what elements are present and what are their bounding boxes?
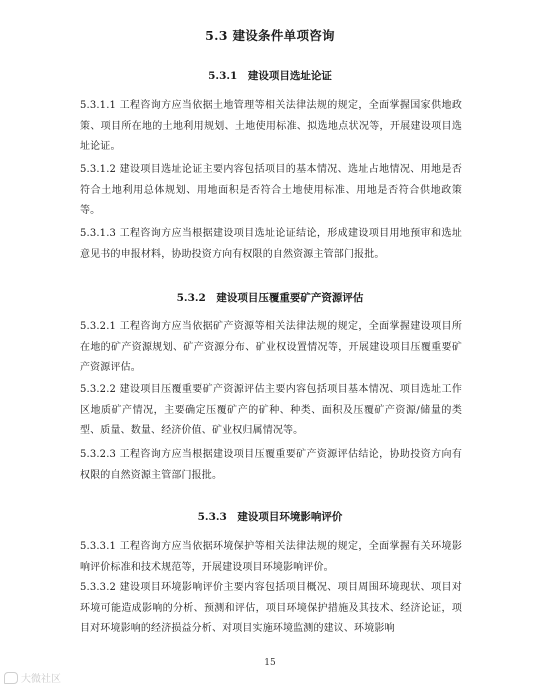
paragraph-5-3-1-1: 5.3.1.1 工程咨询方应当依据土地管理等相关法律法规的规定，全面掌握国家供地政策、项目所在地的土地利用规划、土地使用标准、拟选地点状况等，开展建设项目选址论证。 (80, 100, 462, 152)
paragraph-5-3-2-2: 5.3.2.2 建设项目压覆重要矿产资源评估主要内容包括项目基本情况、项目选址工作区地质矿产情况，主要确定压覆矿产的矿种、种类、面积及压覆矿产资源/储量的类型、质量、数量、经济价值、矿业权归属情况等。 (80, 384, 462, 436)
paragraph-5-3-1-3: 5.3.1.3 工程咨询方应当根据建设项目选址论证结论，形成建设项目用地预审和选址意见书的申报材料，协助投资方向有权限的自然资源主管部门报批。 (80, 228, 462, 260)
page-number: 15 (264, 658, 276, 668)
watermark (4, 670, 61, 685)
watermark-text: 大微社区 (21, 674, 61, 685)
speech-bubble-icon (4, 672, 18, 684)
section-heading-5-3-3: 5.3.3 建设项目环境影响评价 (197, 511, 343, 523)
paragraph-5-3-1-2: 5.3.1.2 建设项目选址论证主要内容包括项目的基本情况、选址占地情况、用地是否符合土地利用总体规划、用地面积是否符合土地使用标准、用地是否符合供地政策等。 (80, 164, 462, 216)
page-title: 5.3 建设条件单项咨询 (205, 28, 335, 43)
section-heading-5-3-1: 5.3.1 建设项目选址论证 (208, 70, 332, 82)
paragraph-5-3-3-2: 5.3.3.2 建设项目环境影响评价主要内容包括项目概况、项目周围环境现状、项目对环境可能造成影响的分析、预测和评估，项目环境保护措施及其技术、经济论证，项目对环境影响的经济损益分析、对项目实施环境监测的建议、环境影响 (80, 582, 462, 634)
paragraph-5-3-2-3: 5.3.2.3 工程咨询方应当根据建设项目压覆重要矿产资源评估结论，协助投资方向有权限的自然资源主管部门报批。 (80, 449, 462, 481)
paragraph-5-3-3-1: 5.3.3.1 工程咨询方应当依据环境保护等相关法律法规的规定，全面掌握有关环境影响评价标准和技术规范等，开展建设项目环境影响评价。 (80, 541, 462, 573)
section-heading-5-3-2: 5.3.2 建设项目压覆重要矿产资源评估 (176, 292, 364, 304)
paragraph-5-3-2-1: 5.3.2.1 工程咨询方应当依据矿产资源等相关法律法规的规定，全面掌握建设项目所在地的矿产资源规划、矿产资源分布、矿业权设置情况等，开展建设项目压覆重要矿产资源评估。 (80, 321, 462, 373)
